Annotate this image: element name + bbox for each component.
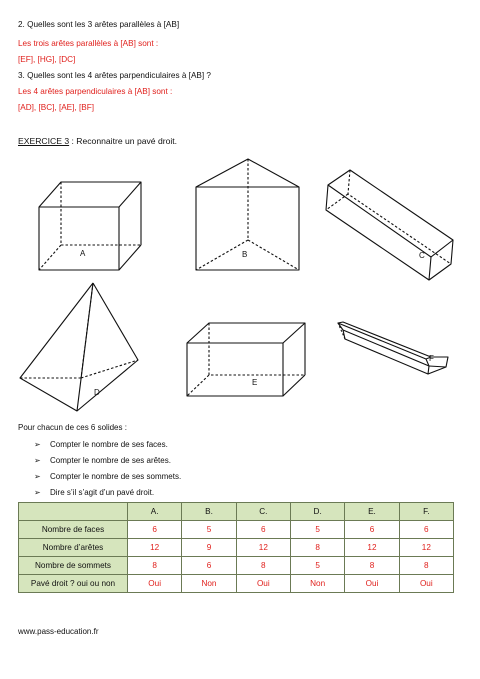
table-header-cell: C. — [236, 503, 290, 521]
arrow-bullet-icon: ➢ — [34, 456, 41, 465]
table-cell: 12 — [399, 539, 453, 557]
arrow-bullet-icon: ➢ — [34, 488, 41, 497]
answer-2-intro: Les trois arêtes parallèles à [AB] sont : — [18, 39, 159, 48]
instruction-item: Compter le nombre de ses arêtes. — [50, 456, 171, 465]
solid-d — [20, 283, 138, 411]
question-2: 2. Quelles sont les 3 arêtes parallèles à [AB] — [18, 20, 180, 29]
label-c: C — [419, 251, 425, 260]
table-header-cell: F. — [399, 503, 453, 521]
instruction-item: Compter le nombre de ses sommets. — [50, 472, 182, 481]
arrow-bullet-icon: ➢ — [34, 440, 41, 449]
row-label: Nombre de faces — [19, 521, 128, 539]
table-row — [19, 521, 454, 539]
exercise-text: : Reconnaitre un pavé droit. — [69, 136, 178, 146]
table-cell: 6 — [182, 557, 236, 575]
table-cell: Oui — [399, 575, 453, 593]
table-cell: Oui — [128, 575, 182, 593]
row-label: Pavé droit ? oui ou non — [19, 575, 128, 593]
table-header-cell: D. — [290, 503, 344, 521]
table-header-cell: B. — [182, 503, 236, 521]
instruction-item: Dire s’il s’agit d’un pavé droit. — [50, 488, 155, 497]
solid-b — [196, 159, 299, 270]
table-cell: 12 — [128, 539, 182, 557]
table-row — [19, 539, 454, 557]
label-d: D — [94, 388, 100, 397]
label-a: A — [80, 249, 86, 258]
table-header-cell: A. — [128, 503, 182, 521]
table-header-row — [19, 503, 454, 521]
table-row — [19, 575, 454, 593]
solid-f — [338, 322, 448, 374]
table-cell: 8 — [290, 539, 344, 557]
solid-c — [326, 170, 453, 280]
table-cell: Non — [290, 575, 344, 593]
answer-2: [EF], [HG], [DC] — [18, 55, 76, 64]
table-cell: 5 — [290, 521, 344, 539]
label-f: F — [429, 354, 434, 363]
row-label: Nombre d’arêtes — [19, 539, 128, 557]
table-cell: Oui — [345, 575, 399, 593]
row-label: Nombre de sommets — [19, 557, 128, 575]
table-cell: 8 — [128, 557, 182, 575]
table-cell: 6 — [399, 521, 453, 539]
question-3: 3. Quelles sont les 4 arêtes parpendiculaires à [AB] ? — [18, 71, 211, 80]
table-cell: 6 — [236, 521, 290, 539]
instruction-item: Compter le nombre de ses faces. — [50, 440, 168, 449]
table-cell: 8 — [345, 557, 399, 575]
table-row — [19, 557, 454, 575]
answer-3-intro: Les 4 arêtes parpendiculaires à [AB] sont : — [18, 87, 173, 96]
answer-3: [AD], [BC], [AE], [BF] — [18, 103, 94, 112]
arrow-bullet-icon: ➢ — [34, 472, 41, 481]
table-corner-cell — [19, 503, 128, 521]
solid-e — [187, 323, 305, 396]
table-cell: 12 — [345, 539, 399, 557]
exercise-label: EXERCICE 3 — [18, 136, 70, 146]
table-cell: Oui — [236, 575, 290, 593]
table-cell: 8 — [399, 557, 453, 575]
table-cell: 5 — [182, 521, 236, 539]
table-cell: 9 — [182, 539, 236, 557]
table-cell: Non — [182, 575, 236, 593]
label-b: B — [242, 250, 248, 259]
footer-url: www.pass-education.fr — [18, 627, 99, 636]
label-e: E — [252, 378, 258, 387]
table-cell: 8 — [236, 557, 290, 575]
table-header-cell: E. — [345, 503, 399, 521]
table-cell: 12 — [236, 539, 290, 557]
solid-a — [39, 182, 141, 270]
table-cell: 6 — [345, 521, 399, 539]
table-cell: 6 — [128, 521, 182, 539]
instructions-intro: Pour chacun de ces 6 solides : — [18, 423, 127, 432]
results-table — [18, 502, 454, 593]
table-cell: 5 — [290, 557, 344, 575]
